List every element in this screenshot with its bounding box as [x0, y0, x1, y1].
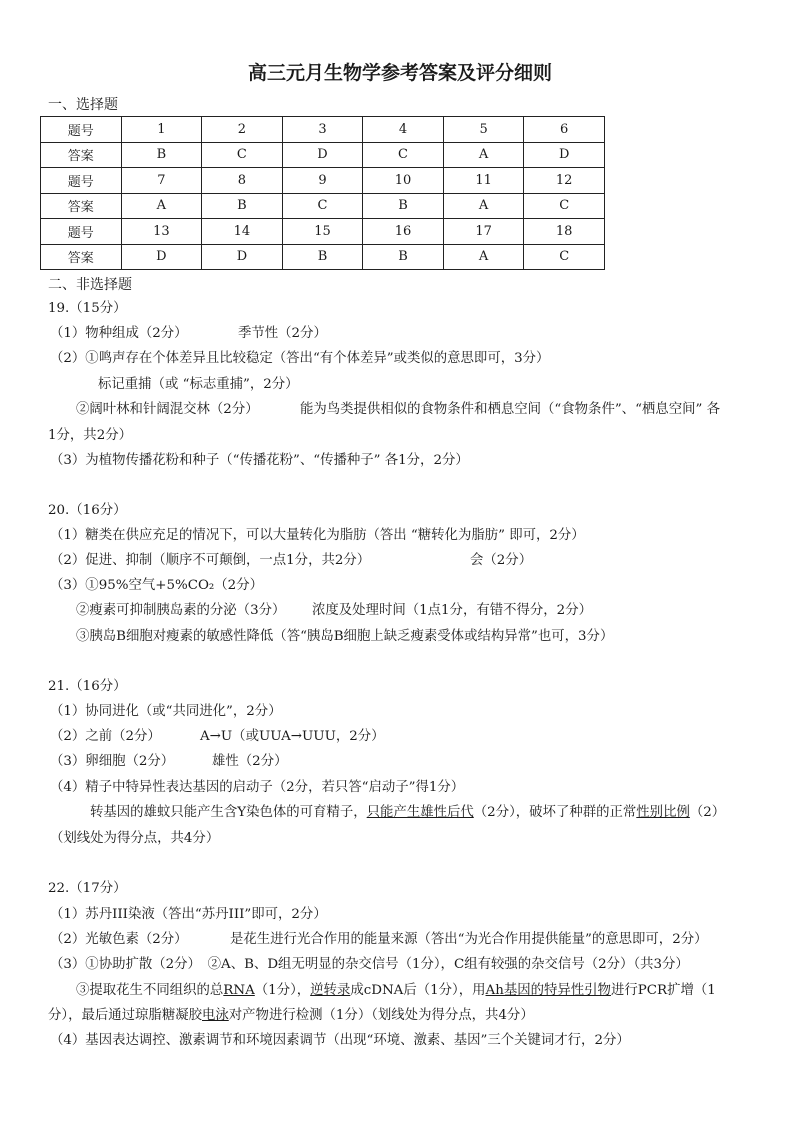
- table-cell: 11: [443, 168, 524, 194]
- table-row-label: 答案: [41, 244, 122, 270]
- table-cell: 5: [443, 117, 524, 143]
- section-heading-nonchoice: 二、非选择题: [48, 277, 132, 293]
- q21-heading: 21.（16分）: [48, 679, 127, 694]
- q19-line1a: （1）物种组成（2分）: [50, 326, 188, 341]
- table-cell: A: [121, 193, 202, 219]
- table-cell: B: [363, 244, 444, 270]
- q22-line5-text1: 分），最后通过琼脂糖凝胶: [48, 1008, 202, 1023]
- q22-line1: （1）苏丹III染液（答出“苏丹III”即可，2分）: [50, 907, 327, 922]
- q19-heading: 19.（15分）: [48, 301, 127, 316]
- q20-line5: ③胰岛B细胞对瘦素的敏感性降低（答“胰岛B细胞上缺乏瘦素受体或结构异常”也可，3分）: [76, 629, 614, 644]
- q22-line6: （4）基因表达调控、激素调节和环境因素调节（出现“环境、激素、基因”三个关键词才行，2分）: [50, 1033, 630, 1048]
- table-row: [41, 117, 605, 143]
- table-cell: B: [202, 193, 283, 219]
- q20-line1: （1）糖类在供应充足的情况下，可以大量转化为脂肪（答出 “糖转化为脂肪” 即可，2分）: [50, 528, 585, 543]
- q22-line5-text2: 对产物进行检测（1分）（划线处为得分点，共4分）: [228, 1008, 534, 1023]
- section-heading-choice: 一、选择题: [48, 97, 118, 113]
- table-cell: 10: [363, 168, 444, 194]
- q21-line6: （划线处为得分点，共4分）: [50, 831, 220, 846]
- table-cell: D: [282, 142, 363, 168]
- q22-line4-text4: 进行PCR扩增（1: [610, 983, 716, 998]
- table-cell: 6: [524, 117, 605, 143]
- q21-line5-text1: 转基因的雄蚊只能产生含Y染色体的可育精子，: [90, 805, 367, 820]
- q19-line5: 1分，共2分）: [48, 428, 132, 443]
- table-cell: A: [443, 142, 524, 168]
- table-cell: 2: [202, 117, 283, 143]
- q22-line3: （3）①协助扩散（2分） ②A、B、D组无明显的杂交信号（1分），C组有较强的杂交信号（2分）（共3分）: [50, 957, 689, 972]
- answer-table: [40, 116, 605, 270]
- q20-heading: 20.（16分）: [48, 503, 127, 518]
- q21-underline-sex-ratio: 性别比例: [636, 805, 690, 820]
- table-cell: C: [202, 142, 283, 168]
- q19-line4a: ②阔叶林和针阔混交林（2分）: [76, 402, 259, 417]
- table-cell: 7: [121, 168, 202, 194]
- q20-line2b: 会（2分）: [470, 553, 533, 568]
- q22-line2b: 是花生进行光合作用的能量来源（答出“为光合作用提供能量”的意思即可，2分）: [230, 932, 708, 947]
- q21-line5-text3: （2）: [689, 805, 726, 820]
- table-cell: 4: [363, 117, 444, 143]
- q22-line2a: （2）光敏色素（2分）: [50, 932, 188, 947]
- q21-line5: [90, 804, 725, 822]
- q21-line1: （1）协同进化（或“共同进化”，2分）: [50, 704, 282, 719]
- q19-line1b: 季节性（2分）: [238, 326, 327, 341]
- table-cell: 8: [202, 168, 283, 194]
- q19-line3: 标记重捕（或 “标志重捕”，2分）: [98, 377, 299, 392]
- q22-line4-text3: 成cDNA后（1分），用: [350, 983, 486, 998]
- table-cell: B: [121, 142, 202, 168]
- q19-line6: （3）为植物传播花粉和种子（“传播花粉”、“传播种子” 各1分，2分）: [50, 453, 469, 468]
- q22-underline-primer: Ah基因的特异性引物: [485, 983, 611, 998]
- table-cell: 9: [282, 168, 363, 194]
- table-cell: 14: [202, 219, 283, 245]
- table-cell: 13: [121, 219, 202, 245]
- q21-underline-male-offspring: 只能产生雄性后代: [366, 805, 474, 820]
- q22-line4-text2: （1分），: [254, 983, 311, 998]
- q21-line3b: 雄性（2分）: [212, 754, 288, 769]
- table-row-label: 答案: [41, 193, 122, 219]
- q22-underline-electrophoresis: 电泳: [202, 1008, 229, 1023]
- table-cell: C: [363, 142, 444, 168]
- q19-line4b: 能为鸟类提供相似的食物条件和栖息空间（“食物条件”、“栖息空间” 各: [300, 402, 720, 417]
- table-cell: C: [524, 193, 605, 219]
- q20-line3: （3）①95%空气+5%CO₂（2分）: [50, 578, 263, 593]
- table-cell: 12: [524, 168, 605, 194]
- table-cell: 3: [282, 117, 363, 143]
- q21-line4: （4）精子中特异性表达基因的启动子（2分，若只答“启动子”得1分）: [50, 780, 465, 795]
- q21-line3a: （3）卵细胞（2分）: [50, 754, 175, 769]
- table-cell: 1: [121, 117, 202, 143]
- q20-line4b: 浓度及处理时间（1点1分，有错不得分，2分）: [312, 603, 592, 618]
- q22-line4: [76, 982, 716, 1000]
- table-cell: A: [443, 244, 524, 270]
- table-cell: C: [282, 193, 363, 219]
- q19-line2: （2）①鸣声存在个体差异且比较稳定（答出“有个体差异”或类似的意思即可，3分）: [50, 351, 550, 366]
- q20-line2a: （2）促进、抑制（顺序不可颠倒，一点1分，共2分）: [50, 553, 371, 568]
- q20-line4a: ②瘦素可抑制胰岛素的分泌（3分）: [76, 603, 286, 618]
- table-row: [41, 168, 605, 194]
- q21-line5-text2: （2分），破坏了种群的正常: [473, 805, 637, 820]
- q22-line5: [48, 1007, 534, 1025]
- table-cell: D: [524, 142, 605, 168]
- table-row: [41, 244, 605, 270]
- table-cell: 15: [282, 219, 363, 245]
- table-row-label: 题号: [41, 219, 122, 245]
- table-cell: D: [202, 244, 283, 270]
- table-cell: C: [524, 244, 605, 270]
- table-cell: 17: [443, 219, 524, 245]
- table-cell: A: [443, 193, 524, 219]
- page-title: 高三元月生物学参考答案及评分细则: [247, 62, 552, 84]
- table-row-label: 答案: [41, 142, 122, 168]
- table-row-label: 题号: [41, 117, 122, 143]
- table-cell: 18: [524, 219, 605, 245]
- q21-line2a: （2）之前（2分）: [50, 729, 161, 744]
- table-cell: D: [121, 244, 202, 270]
- table-cell: B: [282, 244, 363, 270]
- q22-line4-text1: ③提取花生不同组织的总: [76, 983, 224, 998]
- table-cell: 16: [363, 219, 444, 245]
- q22-underline-reverse-transcription: 逆转录: [310, 983, 351, 998]
- table-row-label: 题号: [41, 168, 122, 194]
- table-row: [41, 219, 605, 245]
- table-cell: B: [363, 193, 444, 219]
- q22-underline-rna: RNA: [223, 983, 255, 998]
- q21-line2b: A→U（或UUA→UUU，2分）: [200, 729, 385, 744]
- table-row: [41, 142, 605, 168]
- q22-heading: 22.（17分）: [48, 881, 127, 896]
- table-row: [41, 193, 605, 219]
